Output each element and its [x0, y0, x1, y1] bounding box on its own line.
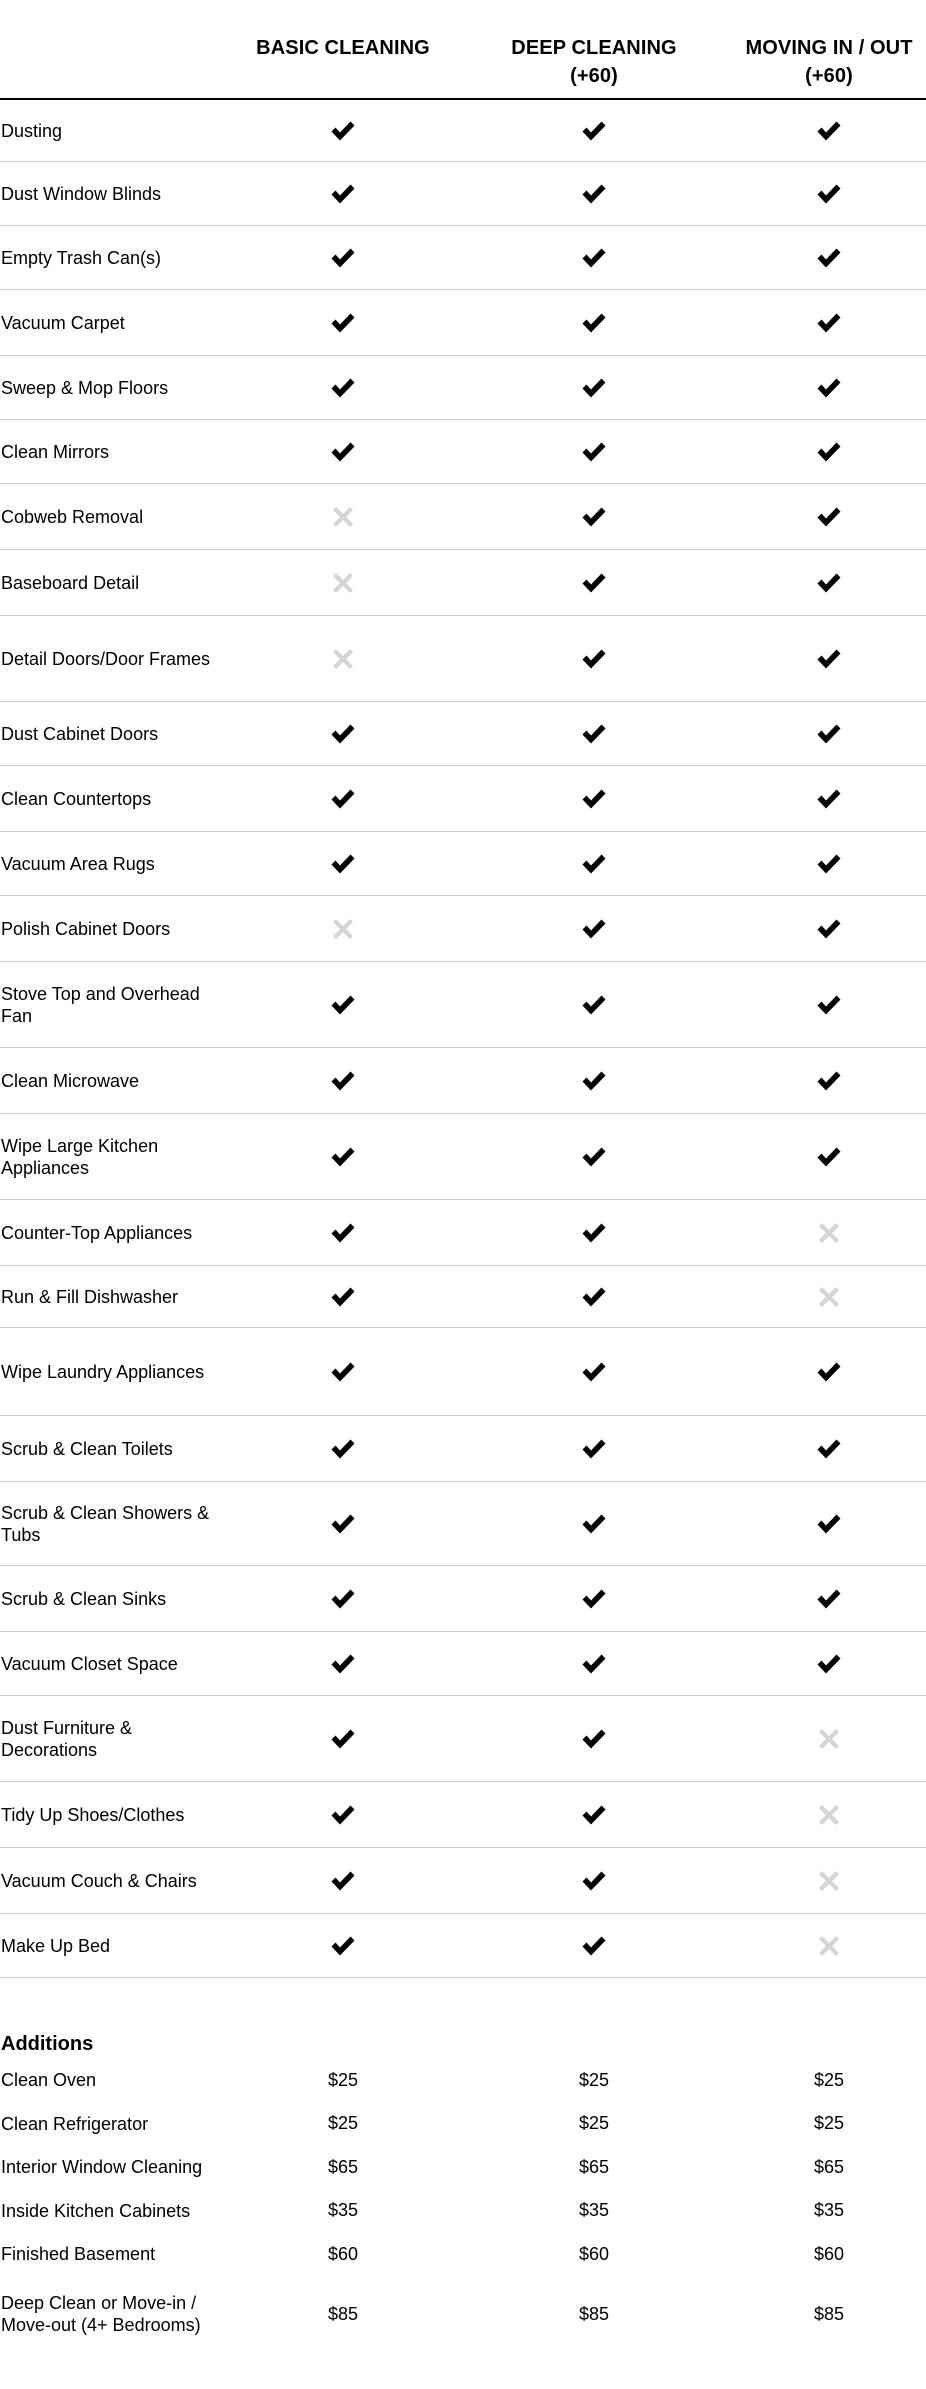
price-moving: $25	[813, 2069, 845, 2090]
service-label: Empty Trash Can(s)	[1, 247, 162, 268]
service-label: Scrub & Clean Showers & Tubs	[1, 1502, 210, 1545]
addition-label: Inside Kitchen Cabinets	[1, 2200, 191, 2221]
checkmark-icon-deep	[456, 1728, 732, 1750]
checkmark-icon-basic	[230, 1222, 456, 1244]
column-title: MOVING IN / OUT	[745, 37, 913, 59]
checkmark-icon-moving	[732, 1513, 926, 1535]
addition-row	[0, 2276, 926, 2352]
price-moving: $25	[813, 2113, 845, 2133]
addition-row	[0, 2145, 926, 2189]
service-label: Baseboard Detail	[1, 572, 140, 593]
service-label: Clean Countertops	[1, 788, 152, 809]
service-label: Tidy Up Shoes/Clothes	[1, 1804, 185, 1825]
checkmark-icon-deep	[456, 1588, 732, 1610]
price-basic: $60	[327, 2243, 359, 2264]
service-label: Clean Mirrors	[1, 441, 110, 462]
checkmark-icon-basic	[230, 1804, 456, 1826]
table-row	[0, 1782, 926, 1848]
checkmark-icon-deep	[456, 1286, 732, 1308]
table-row	[0, 962, 926, 1048]
cross-icon-moving	[732, 1870, 926, 1892]
column-header-basic	[230, 0, 456, 98]
table-row	[0, 1200, 926, 1266]
table-row	[0, 290, 926, 356]
cross-icon-moving	[732, 1286, 926, 1308]
checkmark-icon-moving	[732, 247, 926, 269]
table-row	[0, 1482, 926, 1566]
table-row	[0, 1048, 926, 1114]
checkmark-icon-deep	[456, 788, 732, 810]
service-label: Vacuum Closet Space	[1, 1653, 178, 1674]
checkmark-icon-basic	[230, 441, 456, 463]
column-header-deep	[456, 0, 732, 98]
addition-label: Finished Basement	[1, 2244, 156, 2264]
checkmark-icon-basic	[230, 1438, 456, 1460]
checkmark-icon-deep	[456, 918, 732, 940]
checkmark-icon-basic	[230, 723, 456, 745]
cross-icon-moving	[732, 1728, 926, 1750]
checkmark-icon-basic	[230, 853, 456, 875]
cross-icon-moving	[732, 1935, 926, 1957]
cross-icon-basic	[230, 918, 456, 940]
service-label: Sweep & Mop Floors	[1, 377, 169, 398]
checkmark-icon-moving	[732, 648, 926, 670]
table-row	[0, 1566, 926, 1632]
checkmark-icon-deep	[456, 506, 732, 528]
service-label: Wipe Large Kitchen Appliances	[1, 1135, 159, 1178]
checkmark-icon-basic	[230, 120, 456, 142]
price-basic: $65	[327, 2156, 359, 2177]
price-deep: $25	[578, 2069, 610, 2090]
table-row	[0, 162, 926, 226]
checkmark-icon-moving	[732, 377, 926, 399]
table-row	[0, 356, 926, 420]
checkmark-icon-moving	[732, 120, 926, 142]
service-label: Dust Window Blinds	[1, 183, 162, 204]
table-row	[0, 896, 926, 962]
table-row	[0, 100, 926, 162]
service-label: Vacuum Carpet	[1, 312, 125, 333]
checkmark-icon-moving	[732, 312, 926, 334]
table-row	[0, 420, 926, 484]
price-basic: $85	[327, 2303, 359, 2324]
cross-icon-moving	[732, 1222, 926, 1244]
checkmark-icon-moving	[732, 1588, 926, 1610]
table-row	[0, 1328, 926, 1416]
column-title: BASIC CLEANING	[256, 37, 430, 59]
table-row	[0, 226, 926, 290]
checkmark-icon-deep	[456, 1438, 732, 1460]
checkmark-icon-basic	[230, 247, 456, 269]
table-row	[0, 1416, 926, 1482]
checkmark-icon-basic	[230, 1146, 456, 1168]
checkmark-icon-basic	[230, 1070, 456, 1092]
checkmark-icon-basic	[230, 183, 456, 205]
column-title: DEEP CLEANING	[511, 37, 677, 59]
price-basic: $25	[327, 2069, 359, 2090]
service-label: Vacuum Couch & Chairs	[1, 1870, 197, 1891]
checkmark-icon-deep	[456, 1361, 732, 1383]
price-deep: $65	[578, 2156, 610, 2177]
table-row	[0, 832, 926, 896]
checkmark-icon-moving	[732, 572, 926, 594]
checkmark-icon-deep	[456, 723, 732, 745]
price-moving: $60	[813, 2243, 845, 2264]
checkmark-icon-moving	[732, 1361, 926, 1383]
price-moving: $65	[813, 2156, 845, 2177]
checkmark-icon-moving	[732, 183, 926, 205]
cross-icon-moving	[732, 1804, 926, 1826]
addition-label: Clean Refrigerator	[1, 2113, 149, 2134]
checkmark-icon-basic	[230, 1361, 456, 1383]
addition-label: Clean Oven	[1, 2070, 97, 2090]
table-row	[0, 616, 926, 702]
service-label: Make Up Bed	[1, 1935, 111, 1956]
addition-row	[0, 2232, 926, 2276]
checkmark-icon-deep	[456, 1146, 732, 1168]
additions-list	[0, 2058, 926, 2352]
header-spacer	[0, 0, 230, 98]
column-surcharge: (+60)	[570, 65, 618, 87]
checkmark-icon-moving	[732, 918, 926, 940]
service-label: Polish Cabinet Doors	[1, 918, 171, 939]
checkmark-icon-deep	[456, 312, 732, 334]
checkmark-icon-deep	[456, 247, 732, 269]
checkmark-icon-deep	[456, 1222, 732, 1244]
checkmark-icon-moving	[732, 788, 926, 810]
service-label: Dusting	[1, 120, 63, 141]
service-label: Cobweb Removal	[1, 506, 144, 527]
price-basic: $25	[327, 2113, 359, 2133]
checkmark-icon-deep	[456, 1070, 732, 1092]
table-row	[0, 1266, 926, 1328]
service-label: Detail Doors/Door Frames	[1, 648, 211, 669]
checkmark-icon-moving	[732, 1438, 926, 1460]
price-deep: $25	[578, 2113, 610, 2133]
checkmark-icon-moving	[732, 994, 926, 1016]
price-deep: $60	[578, 2243, 610, 2264]
cross-icon-basic	[230, 506, 456, 528]
service-label: Stove Top and Overhead Fan	[1, 983, 200, 1026]
checkmark-icon-moving	[732, 506, 926, 528]
checkmark-icon-basic	[230, 1513, 456, 1535]
checkmark-icon-deep	[456, 377, 732, 399]
checkmark-icon-basic	[230, 377, 456, 399]
service-rows	[0, 100, 926, 1978]
checkmark-icon-deep	[456, 648, 732, 670]
checkmark-icon-basic	[230, 788, 456, 810]
checkmark-icon-moving	[732, 723, 926, 745]
addition-row	[0, 2058, 926, 2102]
service-label: Dust Furniture & Decorations	[1, 1717, 133, 1760]
checkmark-icon-moving	[732, 441, 926, 463]
table-row	[0, 484, 926, 550]
checkmark-icon-basic	[230, 1588, 456, 1610]
checkmark-icon-deep	[456, 1870, 732, 1892]
checkmark-icon-deep	[456, 994, 732, 1016]
table-row	[0, 1632, 926, 1696]
addition-row	[0, 2189, 926, 2232]
checkmark-icon-deep	[456, 183, 732, 205]
checkmark-icon-deep	[456, 1935, 732, 1957]
price-deep: $35	[578, 2200, 610, 2220]
checkmark-icon-moving	[732, 1146, 926, 1168]
table-row	[0, 766, 926, 832]
checkmark-icon-basic	[230, 1728, 456, 1750]
table-header	[0, 0, 926, 100]
addition-row	[0, 2102, 926, 2145]
table-row	[0, 550, 926, 616]
service-label: Scrub & Clean Sinks	[1, 1588, 167, 1609]
cross-icon-basic	[230, 648, 456, 670]
table-row	[0, 1848, 926, 1914]
checkmark-icon-deep	[456, 1653, 732, 1675]
checkmark-icon-basic	[230, 994, 456, 1016]
table-row	[0, 1914, 926, 1978]
column-header-moving	[732, 0, 926, 98]
cross-icon-basic	[230, 572, 456, 594]
checkmark-icon-deep	[456, 572, 732, 594]
price-basic: $35	[327, 2200, 359, 2220]
checkmark-icon-deep	[456, 441, 732, 463]
checkmark-icon-basic	[230, 1286, 456, 1308]
checkmark-icon-basic	[230, 1870, 456, 1892]
additions-title: Additions	[1, 2033, 94, 2055]
checkmark-icon-basic	[230, 1935, 456, 1957]
checkmark-icon-deep	[456, 1804, 732, 1826]
checkmark-icon-deep	[456, 853, 732, 875]
price-moving: $85	[813, 2303, 845, 2324]
service-label: Counter-Top Appliances	[1, 1222, 193, 1243]
checkmark-icon-basic	[230, 312, 456, 334]
checkmark-icon-moving	[732, 853, 926, 875]
service-label: Scrub & Clean Toilets	[1, 1438, 173, 1459]
column-surcharge: (+60)	[805, 65, 853, 87]
price-deep: $85	[578, 2303, 610, 2324]
service-label: Clean Microwave	[1, 1070, 140, 1091]
table-row	[0, 1114, 926, 1200]
addition-label: Interior Window Cleaning	[1, 2157, 203, 2177]
service-label: Wipe Laundry Appliances	[1, 1361, 205, 1382]
checkmark-icon-deep	[456, 1513, 732, 1535]
service-label: Run & Fill Dishwasher	[1, 1286, 179, 1307]
table-row	[0, 1696, 926, 1782]
price-moving: $35	[813, 2200, 845, 2220]
checkmark-icon-deep	[456, 120, 732, 142]
table-row	[0, 702, 926, 766]
service-label: Dust Cabinet Doors	[1, 723, 159, 744]
service-label: Vacuum Area Rugs	[1, 853, 155, 874]
checkmark-icon-moving	[732, 1070, 926, 1092]
addition-label: Deep Clean or Move-in / Move-out (4+ Bedrooms)	[1, 2293, 201, 2335]
checkmark-icon-moving	[732, 1653, 926, 1675]
checkmark-icon-basic	[230, 1653, 456, 1675]
